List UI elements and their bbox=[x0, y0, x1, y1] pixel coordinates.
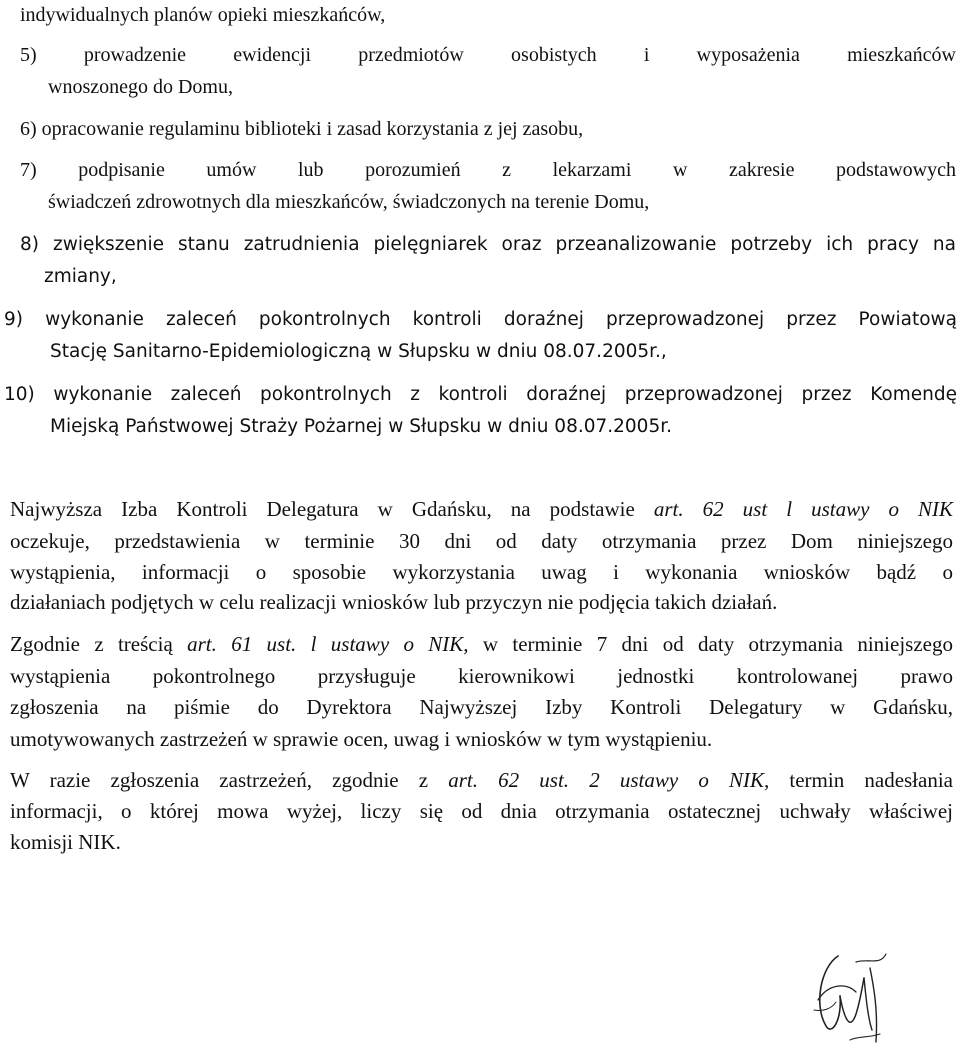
paragraph-3-line-3: komisji NIK. bbox=[10, 830, 121, 854]
list-item-9-line-2: Stację Sanitarno-Epidemiologiczną w Słupsku w dniu 08.07.2005r., bbox=[50, 341, 667, 362]
list-item-8-line-1: 8) zwiększenie stanu zatrudnienia pielęgniarek oraz przeanalizowanie potrzeby ich pracy na bbox=[20, 234, 956, 255]
list-item-5-line-1: 5) prowadzenie ewidencji przedmiotów osobistych i wyposażenia mieszkańców bbox=[20, 44, 956, 66]
paragraph-1-line-4: działaniach podjętych w celu realizacji wniosków lub przyczyn nie podjęcia takich działań. bbox=[10, 590, 778, 614]
list-item-10-line-1: 10) wykonanie zaleceń pokontrolnych z kontroli doraźnej przeprowadzonej przez Komendę bbox=[4, 384, 957, 405]
paragraph-3-text: W razie zgłoszenia zastrzeżeń, zgodnie z bbox=[10, 768, 449, 792]
list-item-4-continuation: indywidualnych planów opieki mieszkańców, bbox=[20, 4, 386, 26]
paragraph-2-text: Zgodnie z treścią bbox=[10, 632, 188, 656]
handwritten-signature-icon bbox=[810, 948, 892, 1048]
paragraph-1-text: Najwyższa Izba Kontroli Delegatura w Gdańsku, na podstawie bbox=[10, 497, 654, 521]
list-item-7-line-2: świadczeń zdrowotnych dla mieszkańców, świadczonych na terenie Domu, bbox=[48, 191, 650, 213]
paragraph-1-line-3: wystąpienia, informacji o sposobie wykorzystania uwag i wykonania wniosków bądź o bbox=[10, 560, 953, 584]
legal-reference: art. 61 ust. l ustawy o NIK, bbox=[187, 632, 469, 656]
list-item-6: 6) opracowanie regulaminu biblioteki i zasad korzystania z jej zasobu, bbox=[20, 118, 584, 140]
paragraph-3-line-1 bbox=[10, 768, 953, 792]
list-item-5-line-2: wnoszonego do Domu, bbox=[48, 76, 233, 98]
legal-reference: art. 62 ust. 2 ustawy o NIK, bbox=[448, 768, 770, 792]
paragraph-3-line-2: informacji, o której mowa wyżej, liczy się od dnia otrzymania ostatecznej uchwały właściwej bbox=[10, 799, 953, 823]
paragraph-1-line-1 bbox=[10, 497, 953, 521]
paragraph-3-text: termin nadesłania bbox=[769, 768, 953, 792]
paragraph-2-line-1 bbox=[10, 632, 953, 656]
paragraph-2-line-4: umotywowanych zastrzeżeń w sprawie ocen, uwag i wniosków w tym wystąpieniu. bbox=[10, 727, 713, 751]
list-item-8-line-2: zmiany, bbox=[44, 266, 117, 287]
legal-reference: art. 62 ust l ustawy o NIK bbox=[653, 497, 953, 521]
paragraph-2-text: w terminie 7 dni od daty otrzymania niniejszego bbox=[468, 632, 953, 656]
list-item-7-line-1: 7) podpisanie umów lub porozumień z lekarzami w zakresie podstawowych bbox=[20, 159, 956, 181]
list-item-10-line-2: Miejską Państwowej Straży Pożarnej w Słupsku w dniu 08.07.2005r. bbox=[50, 416, 673, 437]
paragraph-1-line-2: oczekuje, przedstawienia w terminie 30 dni od daty otrzymania przez Dom niniejszego bbox=[10, 529, 953, 553]
list-item-9-line-1: 9) wykonanie zaleceń pokontrolnych kontroli doraźnej przeprowadzonej przez Powiatową bbox=[4, 309, 957, 330]
paragraph-2-line-2: wystąpienia pokontrolnego przysługuje kierownikowi jednostki kontrolowanej prawo bbox=[10, 664, 953, 688]
paragraph-2-line-3: zgłoszenia na piśmie do Dyrektora Najwyższej Izby Kontroli Delegatury w Gdańsku, bbox=[10, 695, 953, 719]
